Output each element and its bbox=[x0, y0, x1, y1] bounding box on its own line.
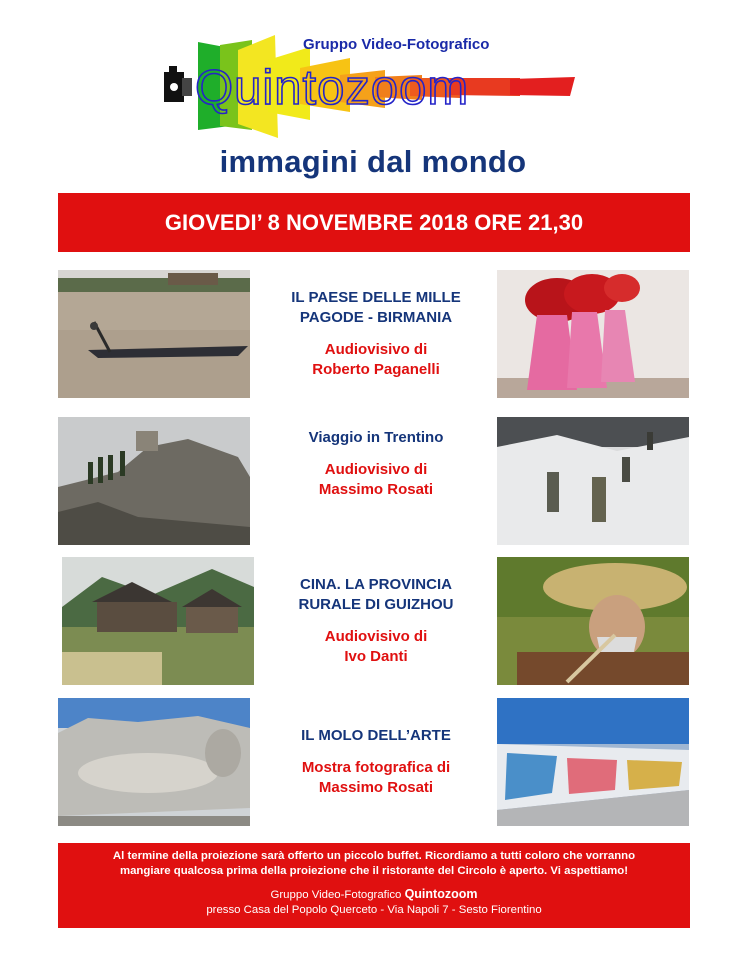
date-banner bbox=[58, 193, 690, 252]
event-author: Audiovisivo di Roberto Paganelli bbox=[312, 341, 440, 378]
organizer: Gruppo Video-Fotografico Quintozoom bbox=[270, 887, 478, 901]
brand-name: Quintozoom bbox=[195, 61, 470, 115]
date-banner-text: GIOVEDI’ 8 NOVEMBRE 2018 ORE 21,30 bbox=[164, 209, 584, 235]
event-title: IL PAESE DELLE MILLE PAGODE - BIRMANIA bbox=[291, 289, 461, 326]
page-subtitle: immagini dal mondo bbox=[219, 144, 527, 179]
event-title: IL MOLO DELL’ARTE bbox=[301, 727, 451, 744]
event-title: CINA. LA PROVINCIA RURALE DI GUIZHOU bbox=[298, 576, 454, 613]
buffet-notice: Al termine della proiezione sarà offerto un piccolo buffet. Ricordiamo a tutti coloro che vorranno mangiare qualcosa prima della proiezione che il ristorante del Circolo è aperto. Vi aspettiamo! bbox=[112, 850, 636, 877]
event-title: Viaggio in Trentino bbox=[308, 429, 444, 446]
photo-trentino-castle bbox=[58, 417, 250, 545]
photo-trentino-snow-soldiers bbox=[497, 417, 689, 545]
photo-burma-lake bbox=[58, 270, 250, 398]
event-author: Audiovisivo di Ivo Danti bbox=[324, 628, 428, 665]
event-author: Mostra fotografica di Massimo Rosati bbox=[301, 759, 451, 796]
event-author: Audiovisivo di Massimo Rosati bbox=[318, 461, 434, 498]
group-name: Gruppo Video-Fotografico bbox=[303, 36, 490, 53]
photo-guizhou-wind-rain-bridge bbox=[62, 557, 254, 685]
photo-molo-stone-sculpture bbox=[58, 698, 250, 826]
event-guizhou bbox=[258, 575, 494, 667]
photo-molo-mural-wall bbox=[497, 698, 689, 826]
photo-burma-nuns-umbrellas bbox=[497, 270, 689, 398]
event-burma bbox=[258, 288, 494, 380]
photo-guizhou-old-man-flute bbox=[497, 557, 689, 685]
venue-address: presso Casa del Popolo Querceto - Via Napoli 7 - Sesto Fiorentino bbox=[206, 904, 542, 916]
footer-info bbox=[58, 843, 690, 928]
event-molo bbox=[258, 726, 494, 798]
event-trentino bbox=[258, 428, 494, 500]
